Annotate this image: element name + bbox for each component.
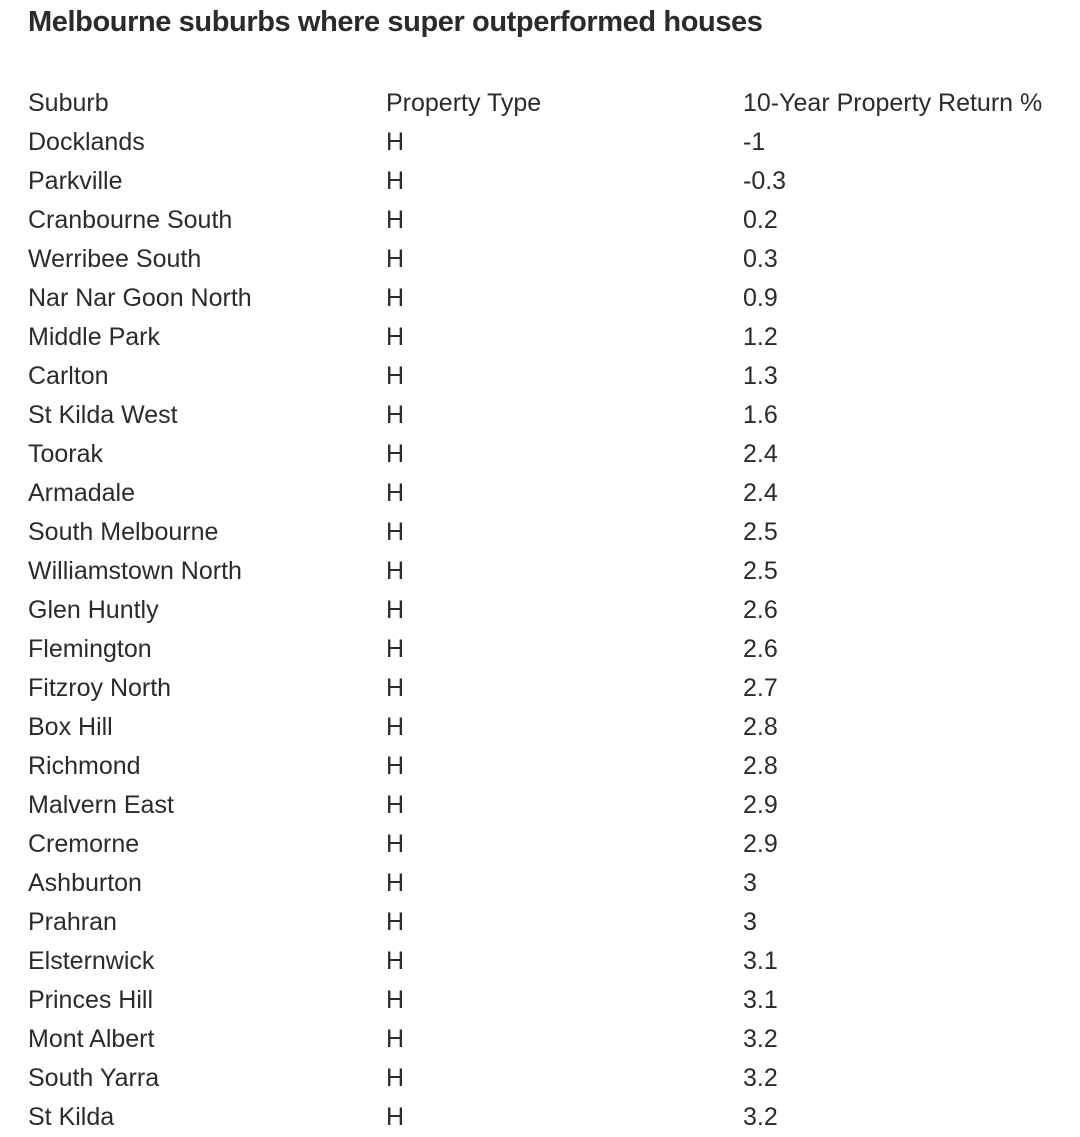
- cell-property-type: H: [386, 206, 405, 234]
- cell-return: 3: [743, 869, 757, 897]
- cell-property-type: H: [386, 986, 405, 1014]
- cell-suburb: Ashburton: [28, 869, 142, 897]
- cell-return: 3: [743, 908, 757, 936]
- cell-property-type: H: [386, 635, 405, 663]
- table-row: [28, 708, 1068, 747]
- cell-property-type: H: [386, 245, 405, 273]
- cell-return: 2.8: [743, 752, 778, 780]
- table-row: [28, 903, 1068, 942]
- cell-return: 2.9: [743, 830, 778, 858]
- cell-suburb: Elsternwick: [28, 947, 155, 975]
- cell-property-type: H: [386, 674, 405, 702]
- table-header-row: [28, 84, 1068, 123]
- cell-return: 2.6: [743, 635, 778, 663]
- cell-property-type: H: [386, 713, 405, 741]
- cell-suburb: Glen Huntly: [28, 596, 159, 624]
- cell-suburb: Toorak: [28, 440, 104, 468]
- table-row: [28, 942, 1068, 981]
- cell-return: 2.4: [743, 479, 778, 507]
- cell-return: 3.2: [743, 1103, 778, 1131]
- cell-return: 3.2: [743, 1025, 778, 1053]
- table-row: [28, 357, 1068, 396]
- cell-return: 3.1: [743, 947, 778, 975]
- cell-return: 2.5: [743, 557, 778, 585]
- table-row: [28, 1059, 1068, 1098]
- cell-suburb: Cremorne: [28, 830, 140, 858]
- table-row: [28, 786, 1068, 825]
- cell-property-type: H: [386, 752, 405, 780]
- table-row: [28, 318, 1068, 357]
- cell-property-type: H: [386, 362, 405, 390]
- cell-suburb: South Yarra: [28, 1064, 160, 1092]
- cell-return: 2.6: [743, 596, 778, 624]
- cell-suburb: Richmond: [28, 752, 141, 780]
- cell-suburb: Armadale: [28, 479, 135, 507]
- cell-return: 1.3: [743, 362, 778, 390]
- cell-property-type: H: [386, 1025, 405, 1053]
- cell-suburb: South Melbourne: [28, 518, 219, 546]
- table-row: [28, 1098, 1068, 1137]
- table-row: [28, 279, 1068, 318]
- cell-suburb: Werribee South: [28, 245, 202, 273]
- table-row: [28, 981, 1068, 1020]
- suburb-returns-table: [28, 84, 1068, 1137]
- cell-return: 3.2: [743, 1064, 778, 1092]
- table-row: [28, 630, 1068, 669]
- table-row: [28, 1020, 1068, 1059]
- cell-suburb: Mont Albert: [28, 1025, 155, 1053]
- table-row: [28, 552, 1068, 591]
- cell-return: 2.4: [743, 440, 778, 468]
- cell-property-type: H: [386, 167, 405, 195]
- cell-suburb: Carlton: [28, 362, 109, 390]
- table-row: [28, 162, 1068, 201]
- cell-suburb: Middle Park: [28, 323, 160, 351]
- cell-suburb: Flemington: [28, 635, 152, 663]
- cell-property-type: H: [386, 557, 405, 585]
- column-header-return: 10-Year Property Return %: [743, 89, 1043, 117]
- table-row: [28, 240, 1068, 279]
- table-row: [28, 747, 1068, 786]
- table-row: [28, 123, 1068, 162]
- cell-property-type: H: [386, 479, 405, 507]
- table-body: [28, 123, 1068, 1137]
- column-header-suburb: Suburb: [28, 89, 109, 117]
- table-row: [28, 669, 1068, 708]
- cell-suburb: St Kilda: [28, 1103, 115, 1131]
- cell-property-type: H: [386, 1103, 405, 1131]
- cell-suburb: Parkville: [28, 167, 123, 195]
- cell-return: 2.5: [743, 518, 778, 546]
- cell-suburb: St Kilda West: [28, 401, 178, 429]
- cell-suburb: Nar Nar Goon North: [28, 284, 252, 312]
- cell-suburb: Cranbourne South: [28, 206, 233, 234]
- cell-property-type: H: [386, 908, 405, 936]
- cell-return: 2.7: [743, 674, 778, 702]
- cell-return: 3.1: [743, 986, 778, 1014]
- page-title: Melbourne suburbs where super outperformed houses: [28, 6, 763, 38]
- cell-property-type: H: [386, 440, 405, 468]
- cell-suburb: Williamstown North: [28, 557, 242, 585]
- table-row: [28, 513, 1068, 552]
- cell-return: 1.2: [743, 323, 778, 351]
- cell-return: 0.9: [743, 284, 778, 312]
- cell-return: 0.2: [743, 206, 778, 234]
- cell-property-type: H: [386, 869, 405, 897]
- cell-property-type: H: [386, 947, 405, 975]
- cell-return: 2.8: [743, 713, 778, 741]
- cell-return: -1: [743, 128, 766, 156]
- cell-property-type: H: [386, 284, 405, 312]
- table-row: [28, 864, 1068, 903]
- table-row: [28, 474, 1068, 513]
- cell-property-type: H: [386, 518, 405, 546]
- cell-property-type: H: [386, 596, 405, 624]
- table-row: [28, 201, 1068, 240]
- cell-return: 0.3: [743, 245, 778, 273]
- table-row: [28, 396, 1068, 435]
- cell-suburb: Box Hill: [28, 713, 113, 741]
- cell-suburb: Fitzroy North: [28, 674, 172, 702]
- cell-suburb: Princes Hill: [28, 986, 154, 1014]
- table-row: [28, 825, 1068, 864]
- cell-suburb: Prahran: [28, 908, 117, 936]
- cell-suburb: Malvern East: [28, 791, 174, 819]
- table-row: [28, 435, 1068, 474]
- cell-property-type: H: [386, 1064, 405, 1092]
- table-header: [28, 84, 1068, 123]
- cell-property-type: H: [386, 401, 405, 429]
- cell-return: 1.6: [743, 401, 778, 429]
- cell-property-type: H: [386, 830, 405, 858]
- cell-property-type: H: [386, 791, 405, 819]
- cell-property-type: H: [386, 128, 405, 156]
- column-header-property-type: Property Type: [386, 89, 542, 117]
- cell-return: -0.3: [743, 167, 787, 195]
- cell-property-type: H: [386, 323, 405, 351]
- table-row: [28, 591, 1068, 630]
- cell-return: 2.9: [743, 791, 778, 819]
- cell-suburb: Docklands: [28, 128, 145, 156]
